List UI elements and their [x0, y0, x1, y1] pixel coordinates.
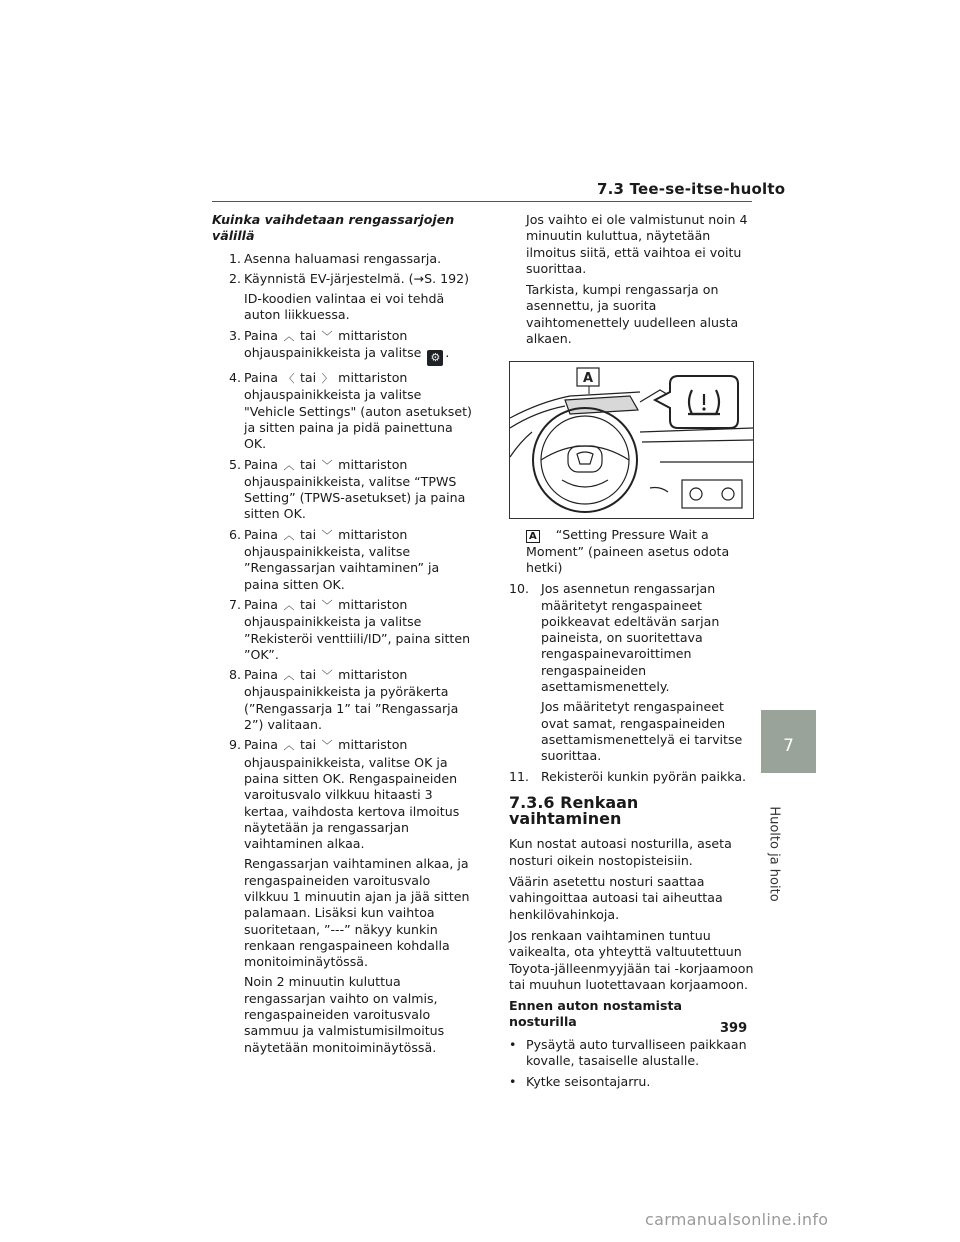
right-column [509, 212, 754, 1096]
watermark: carmanualsonline.info [645, 1210, 829, 1229]
bold-subheading: Ennen auton nostamista nosturilla [509, 998, 682, 1030]
paragraph-warning: Väärin asetettu nosturi saattaa vahingoittaa autoasi tai aiheuttaa henkilövahinkoja. [509, 874, 723, 922]
caption-marker: A [526, 530, 540, 543]
left-column [212, 212, 474, 1060]
chevron-down-icon: ﹀ [321, 598, 333, 612]
gear-icon: ⚙ [427, 350, 443, 366]
step-9: 9. Paina ︿ tai ﹀ mittariston ohjauspainikkeista, valitse OK ja paina sitten OK. Rengaspaineiden varoitusvalo vilkkuu hitaasti 3 kertaa, vaihdosta kertova ilmoitus näytetään ja rengassarjan vaihtaminen alkaa. [229, 737, 460, 852]
chapter-label: Huolto ja hoito [766, 806, 782, 902]
step-11: 11. Rekisteröi kunkin pyörän paikka. [509, 768, 747, 784]
section-header: 7.3 Tee-se-itse-huolto [597, 180, 786, 198]
dashboard-illustration [509, 361, 754, 519]
step-9-note-1: Rengassarjan vaihtaminen alkaa, ja rengaspaineiden varoitusvalo vilkkuu 1 minuutin ajan ja jää sitten palamaan. Lisäksi kun vaihtoa suoritetaan, ”---” näkyy kunkin renkaan rengaspaineen kohdalla monitoiminäytössä. [244, 856, 470, 970]
dashboard-drawing [510, 362, 753, 518]
step-2-note: ID-koodien valintaa ei voi tehdä auton liikkuessa. [244, 291, 445, 323]
chapter-tab [761, 710, 816, 773]
subheading: Kuinka vaihdetaan rengassarjojen välillä [212, 212, 455, 244]
step-7: 7. Paina ︿ tai ﹀ mittariston ohjauspainikkeista ja valitse ”Rekisteröi venttiili/ID”, paina sitten ”OK”. [229, 596, 471, 662]
chevron-down-icon: ﹀ [321, 458, 333, 472]
step-8: 8. Paina ︿ tai ﹀ mittariston ohjauspainikkeista ja pyöräkerta (”Rengassarja 1” tai ”Rengassarja 2”) valitaan. [229, 667, 459, 733]
chevron-down-icon: ﹀ [321, 528, 333, 542]
chevron-up-icon: ︿ [283, 458, 295, 472]
header-rule [212, 201, 752, 202]
page-number: 399 [720, 1021, 748, 1036]
chevron-right-icon: 〉 [321, 372, 333, 386]
section-title: 7.3.6 Renkaan vaihtaminen [509, 792, 639, 829]
chevron-up-icon: ︿ [283, 528, 295, 542]
chevron-down-icon: ﹀ [321, 739, 333, 753]
paragraph-failure: Jos vaihto ei ole valmistunut noin 4 minuutin kuluttua, näytetään ilmoitus siitä, että vaihtoa ei voitu suorittaa. [526, 212, 748, 276]
step-2: 2. Käynnistä EV-järjestelmä. (→S. 192) [229, 270, 470, 286]
callout-label: A [582, 371, 594, 387]
chapter-number: 7 [783, 736, 794, 756]
step-4: 4. Paina 〈 tai 〉 mittariston ohjauspainikkeista ja valitse "Vehicle Settings" (auton asetukset) ja sitten paina ja pidä painettuna OK. [229, 370, 472, 452]
step-5: 5. Paina ︿ tai ﹀ mittariston ohjauspainikkeista, valitse “TPWS Setting” (TPWS-asetukset) ja paina sitten OK. [229, 456, 466, 522]
paragraph-retry: Tarkista, kumpi rengassarja on asennettu, ja suorita vaihtomenettely uudelleen alusta alkaen. [526, 282, 739, 347]
step-3: 3. Paina ︿ tai ﹀ mittariston ohjauspainikkeista ja valitse ⚙ . [229, 327, 450, 365]
step-10: 10. Jos asennetun rengassarjan määritetyt rengaspaineet poikkeavat edeltävän sarjan paineista, on suoritettava rengaspainevaroittimen rengaspaineiden asettamismenettely. [509, 581, 720, 695]
bullet-item: • Pysäytä auto turvalliseen paikkaan kovalle, tasaiselle alustalle. [509, 1036, 747, 1068]
chevron-up-icon: ︿ [283, 329, 295, 343]
chevron-down-icon: ﹀ [321, 329, 333, 343]
chevron-left-icon: 〈 [283, 372, 295, 386]
chevron-up-icon: ︿ [283, 598, 295, 612]
bullet-item: • Kytke seisontajarru. [509, 1074, 651, 1090]
paragraph-jack: Kun nostat autoasi nosturilla, aseta nosturi oikein nostopisteisiin. [509, 836, 732, 868]
chevron-up-icon: ︿ [283, 669, 295, 683]
step-6: 6. Paina ︿ tai ﹀ mittariston ohjauspainikkeista, valitse ”Rengassarjan vaihtaminen” ja paina sitten OK. [229, 526, 440, 592]
paragraph-dealer: Jos renkaan vaihtaminen tuntuu vaikealta, ota yhteyttä valtuutettuun Toyota-jälleenmyyjään tai -korjaamoon tai muuhun luotettavaan korjaamoon. [509, 927, 754, 992]
figure-caption: A “Setting Pressure Wait a Moment” (paineen asetus odota hetki) [526, 527, 730, 575]
chevron-down-icon: ﹀ [321, 669, 333, 683]
step-10-note: Jos määritetyt rengaspaineet ovat samat, rengaspaineiden asettamismenettelyä ei tarvitse suorittaa. [541, 699, 743, 764]
chevron-up-icon: ︿ [283, 739, 295, 753]
step-9-note-2: Noin 2 minuutin kuluttua rengassarjan vaihto on valmis, rengaspaineiden varoitusvalo sammuu ja valmistumisilmoitus näytetään monitoiminäytössä. [244, 974, 445, 1055]
step-1: 1. Asenna haluamasi rengassarja. [229, 250, 442, 266]
